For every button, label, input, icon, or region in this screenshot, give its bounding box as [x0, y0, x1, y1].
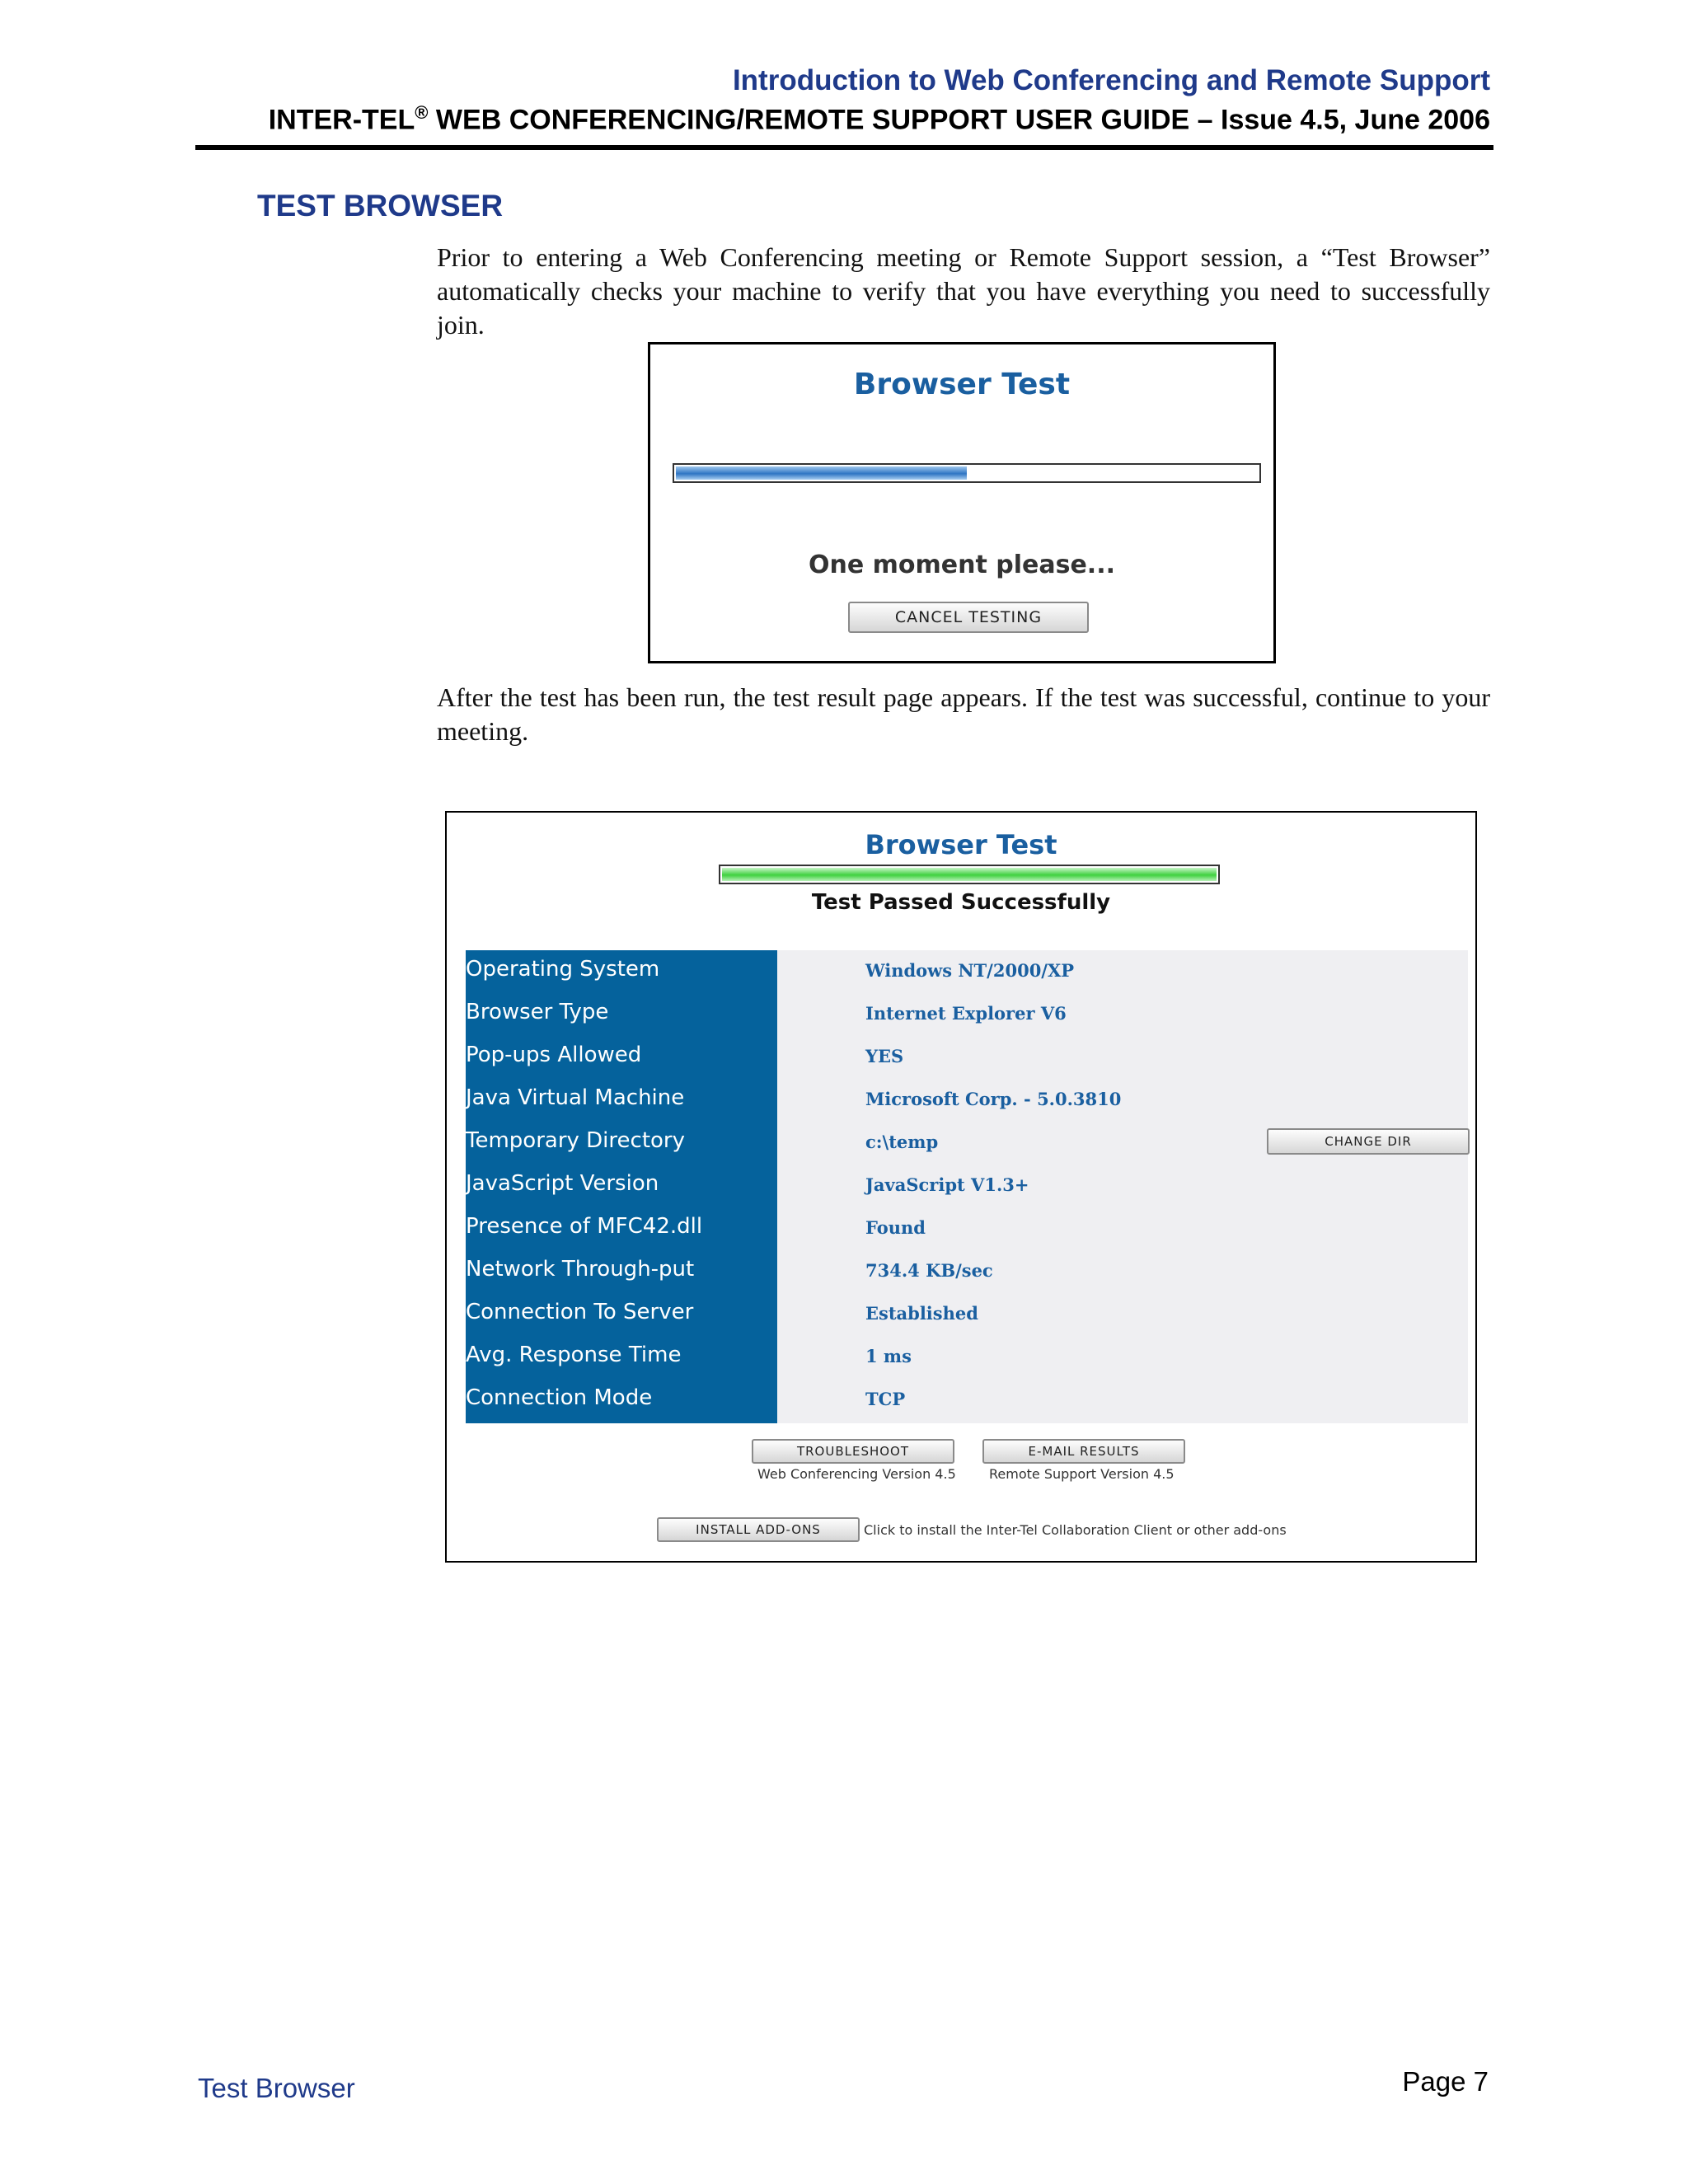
table-row: [466, 993, 1468, 1036]
row-value: Established: [865, 1303, 978, 1324]
progress-bar: [719, 865, 1220, 884]
troubleshoot-button[interactable]: TROUBLESHOOT: [752, 1439, 954, 1464]
after-paragraph: After the test has been run, the test result page appears. If the test was successful, continue to your meeting.: [437, 682, 1490, 746]
row-label: Avg. Response Time: [466, 1343, 682, 1367]
chapter-title: Introduction to Web Conferencing and Remote Support: [732, 64, 1490, 96]
row-value: YES: [865, 1046, 904, 1066]
progress-bar-fill: [722, 868, 1217, 881]
browser-test-title: Browser Test: [853, 368, 1071, 401]
table-row: [466, 1293, 1468, 1336]
table-row: [466, 1122, 1468, 1165]
web-conferencing-version: Web Conferencing Version 4.5: [757, 1466, 956, 1482]
remote-support-version: Remote Support Version 4.5: [989, 1466, 1175, 1482]
progress-bar: [673, 463, 1261, 483]
results-table: [466, 950, 1468, 1423]
guide-title: [269, 102, 1490, 136]
table-row: [466, 1336, 1468, 1379]
cancel-testing-button[interactable]: CANCEL TESTING: [848, 602, 1089, 633]
table-row: [466, 1036, 1468, 1079]
row-value: TCP: [865, 1389, 906, 1409]
guide-prefix: INTER-TEL: [268, 104, 415, 136]
table-row: [466, 1250, 1468, 1293]
row-label: Presence of MFC42.dll: [466, 1214, 703, 1239]
row-label: JavaScript Version: [466, 1171, 659, 1196]
row-label: Operating System: [466, 957, 660, 982]
progress-bar-fill: [676, 466, 967, 480]
footer-page-number: Page 7: [1402, 2066, 1489, 2097]
section-title: TEST BROWSER: [257, 189, 504, 223]
row-value: JavaScript V1.3+: [865, 1174, 1029, 1195]
row-label: Connection To Server: [466, 1300, 694, 1324]
row-label: Pop-ups Allowed: [466, 1043, 642, 1067]
browser-test-progress-figure: [648, 342, 1276, 663]
browser-test-results-figure: [445, 811, 1477, 1563]
row-value: Internet Explorer V6: [865, 1003, 1067, 1024]
row-value: 734.4 KB/sec: [865, 1260, 993, 1281]
wait-message: One moment please...: [808, 551, 1115, 579]
test-status: Test Passed Successfully: [811, 890, 1111, 915]
intro-paragraph: Prior to entering a Web Conferencing meeting or Remote Support session, a “Test Browser” automatically checks your machine to verify that you have everything you need to successfully join.: [437, 242, 1490, 340]
row-label: Temporary Directory: [466, 1128, 685, 1153]
registered-mark: ®: [415, 102, 429, 123]
change-dir-button[interactable]: CHANGE DIR: [1267, 1128, 1470, 1155]
table-row: [466, 1165, 1468, 1207]
row-label: Java Virtual Machine: [466, 1085, 685, 1110]
browser-test-title: Browser Test: [865, 829, 1057, 860]
row-label: Browser Type: [466, 1000, 609, 1024]
table-row: [466, 1207, 1468, 1250]
row-label: Network Through-put: [466, 1257, 695, 1282]
install-addons-button[interactable]: INSTALL ADD-ONS: [657, 1517, 860, 1542]
table-row: [466, 950, 1468, 993]
install-addons-description: Click to install the Inter-Tel Collaboration Client or other add-ons: [864, 1522, 1287, 1538]
email-results-button[interactable]: E-MAIL RESULTS: [982, 1439, 1185, 1464]
header-rule: [195, 145, 1493, 150]
row-value: c:\temp: [865, 1132, 939, 1152]
row-value: Found: [865, 1217, 926, 1238]
guide-suffix: WEB CONFERENCING/REMOTE SUPPORT USER GUIDE – Issue 4.5, June 2006: [428, 104, 1490, 136]
row-value: Windows NT/2000/XP: [865, 960, 1075, 981]
table-row: [466, 1379, 1468, 1422]
table-row: [466, 1079, 1468, 1122]
row-value: 1 ms: [865, 1346, 912, 1366]
row-value: Microsoft Corp. - 5.0.3810: [865, 1089, 1122, 1109]
row-label: Connection Mode: [466, 1385, 653, 1410]
footer-section-name: Test Browser: [198, 2073, 355, 2103]
